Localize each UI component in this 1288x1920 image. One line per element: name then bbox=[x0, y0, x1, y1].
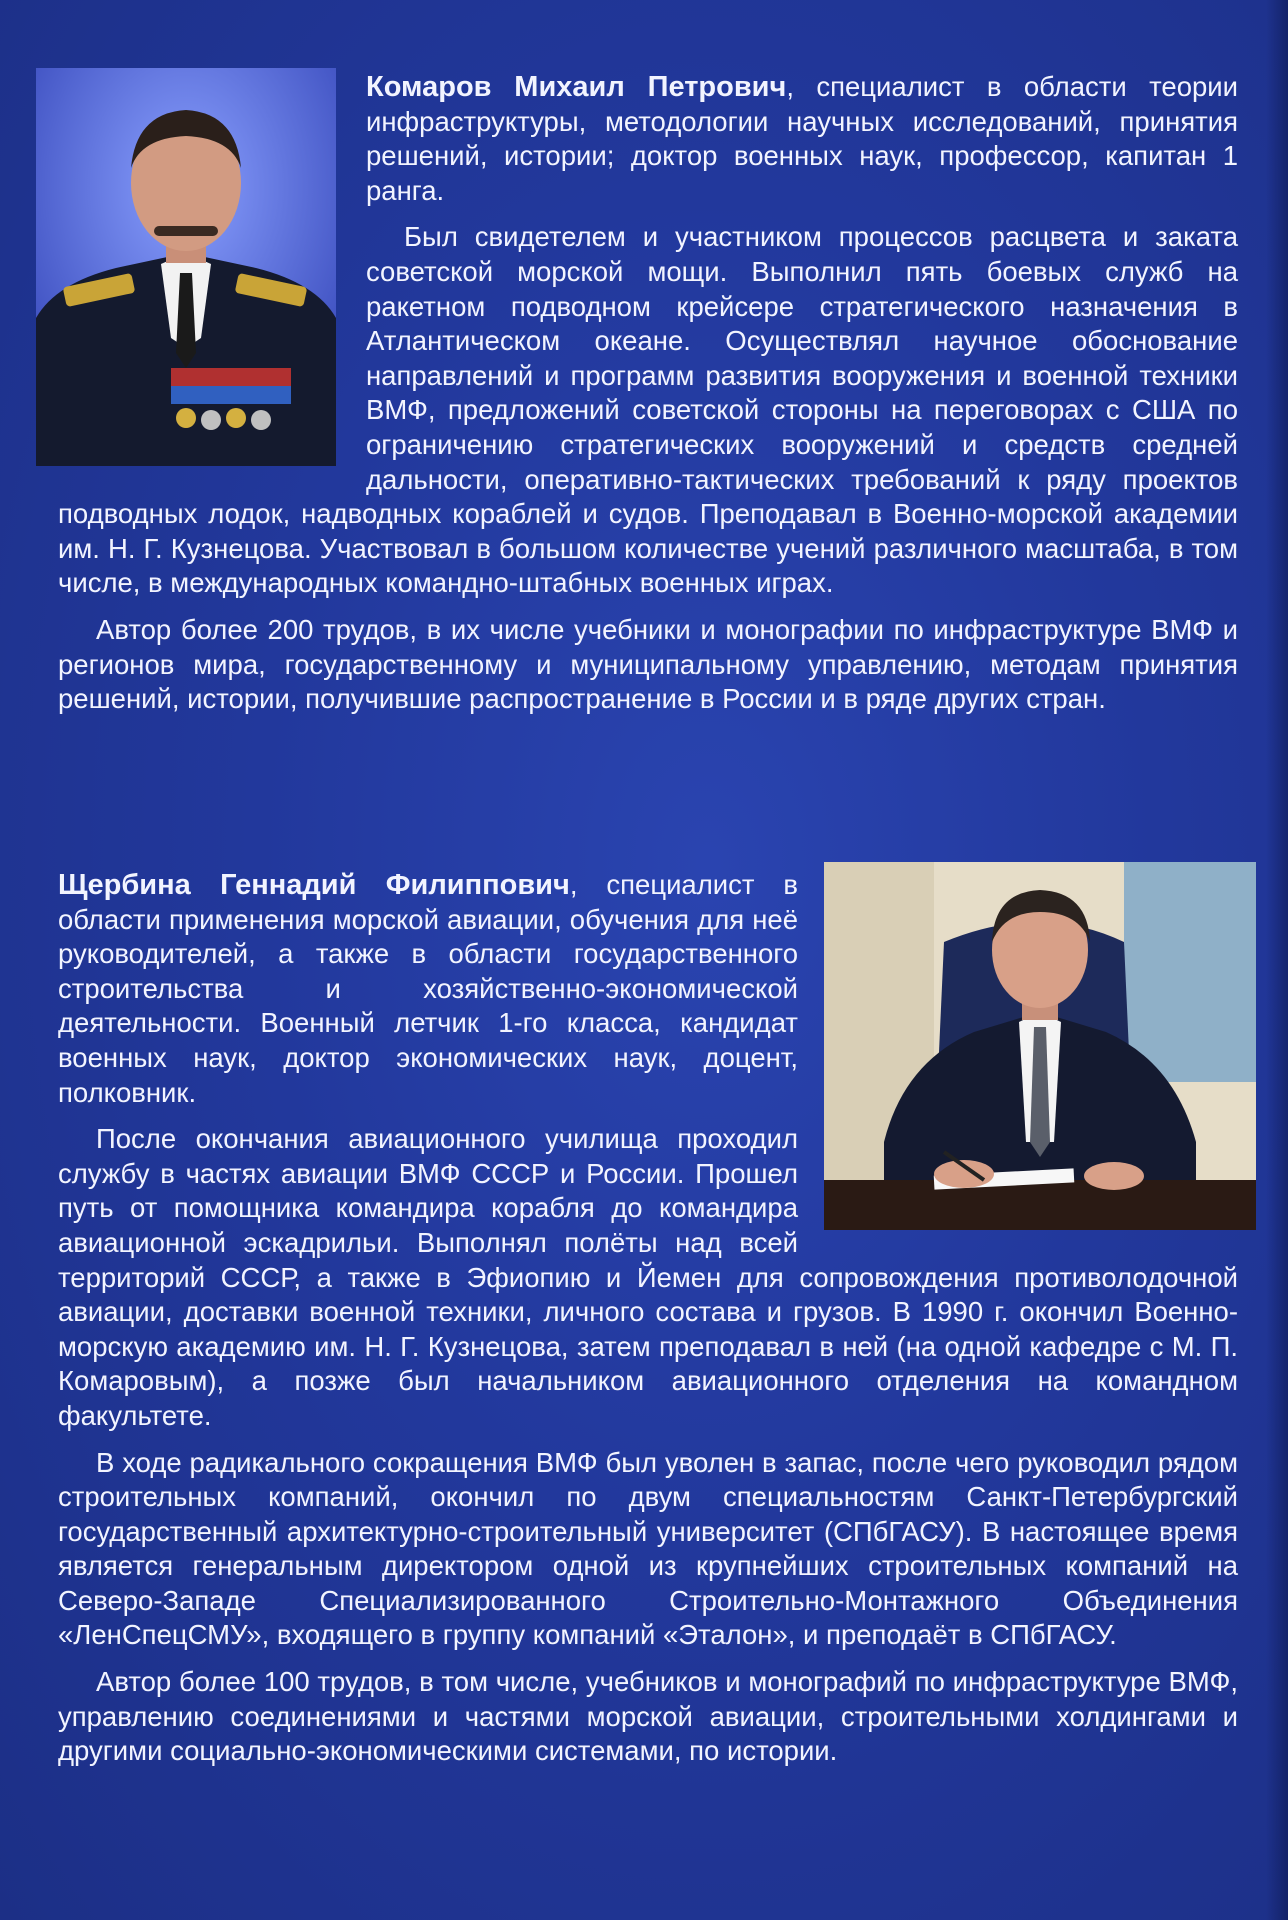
person-name: Щербина Геннадий Филиппович bbox=[58, 869, 570, 901]
intro-text: , специалист в области теории инфраструктуры, методологии научных исследований, принятия решений, истории; доктор военных наук, профессор, капитан 1 ранга. bbox=[366, 71, 1239, 206]
portrait-shcherbina-photo bbox=[824, 862, 1256, 1230]
intro-text: , специалист в области применения морской авиации, обучения для неё руководителей, а также в области государственного строительства и хозяйственно-экономической деятельности. Военный летчик 1-го класса, кандидат военных наук, доктор экономических наук, доцент, полковник. bbox=[58, 869, 798, 1108]
paragraph-works: Автор более 100 трудов, в том числе, учебников и монографий по инфраструктуре ВМФ, управлению соединениями и частями морской авиации, строительными холдингами и другими социально-экономическими системами, по истории. bbox=[58, 1666, 1238, 1767]
page-edge-shadow bbox=[1266, 0, 1288, 1920]
portrait-komarov-photo bbox=[36, 68, 336, 466]
paragraph-works: Автор более 200 трудов, в их числе учебники и монографии по инфраструктуре ВМФ и регионов мира, государственному и муниципальному управлению, методам принятия решений, истории, получившие распространение в России и в ряде других стран. bbox=[58, 613, 1238, 715]
paragraph-career: После окончания авиационного училища проходил службу в частях авиации ВМФ СССР и России. Прошел путь от помощника командира корабля до командира авиационной эскадрильи. Выполнял полёты над всей территорий СССР, а также в Эфиопию и Йемен для сопровождения противолодочной авиации, доставки военной техники, личного состава и грузов. В 1990 г. окончил Военно-морскую академию им. Н. Г. Кузнецова, затем преподавал в ней (на одной кафедре с М. П. Комаровым), а позже был начальником авиационного отделения на командном факультете. bbox=[58, 1123, 1238, 1431]
paragraph-career: Был свидетелем и участником процессов расцвета и заката советской морской мощи. Выполнил пять боевых служб на ракетном подводном крейсере стратегического назначения в Атлантическом океане. Осуществлял научное обоснование направлений и программ развития вооружения и военной техники ВМФ, предложений советской стороны на переговорах с США по ограничению стратегических вооружений и средств средней дальности, оперативно-тактических требований к ряду проектов подводных лодок, надводных кораблей и судов. Преподавал в Военно-морской академии им. Н. Г. Кузнецова. Участвовал в большом количестве учений различного масштаба, в том числе, в международных командно-штабных военных играх. bbox=[58, 221, 1238, 599]
biography-komarov bbox=[58, 70, 1238, 729]
paragraph-current-work: В ходе радикального сокращения ВМФ был уволен в запас, после чего руководил рядом строительных компаний, окончил по двум специальностям Санкт-Петербургский государственный архитектурно-строительный университет (СПбГАСУ). В настоящее время является генеральным директором одной из крупнейших строительных компаний на Северо-Западе Специализированного Строительно-Монтажного Объединения «ЛенСпецСМУ», входящего в группу компаний «Эталон», и преподаёт в СПбГАСУ. bbox=[58, 1446, 1238, 1651]
biography-shcherbina bbox=[58, 868, 1238, 1781]
person-name: Комаров Михаил Петрович bbox=[366, 71, 787, 103]
